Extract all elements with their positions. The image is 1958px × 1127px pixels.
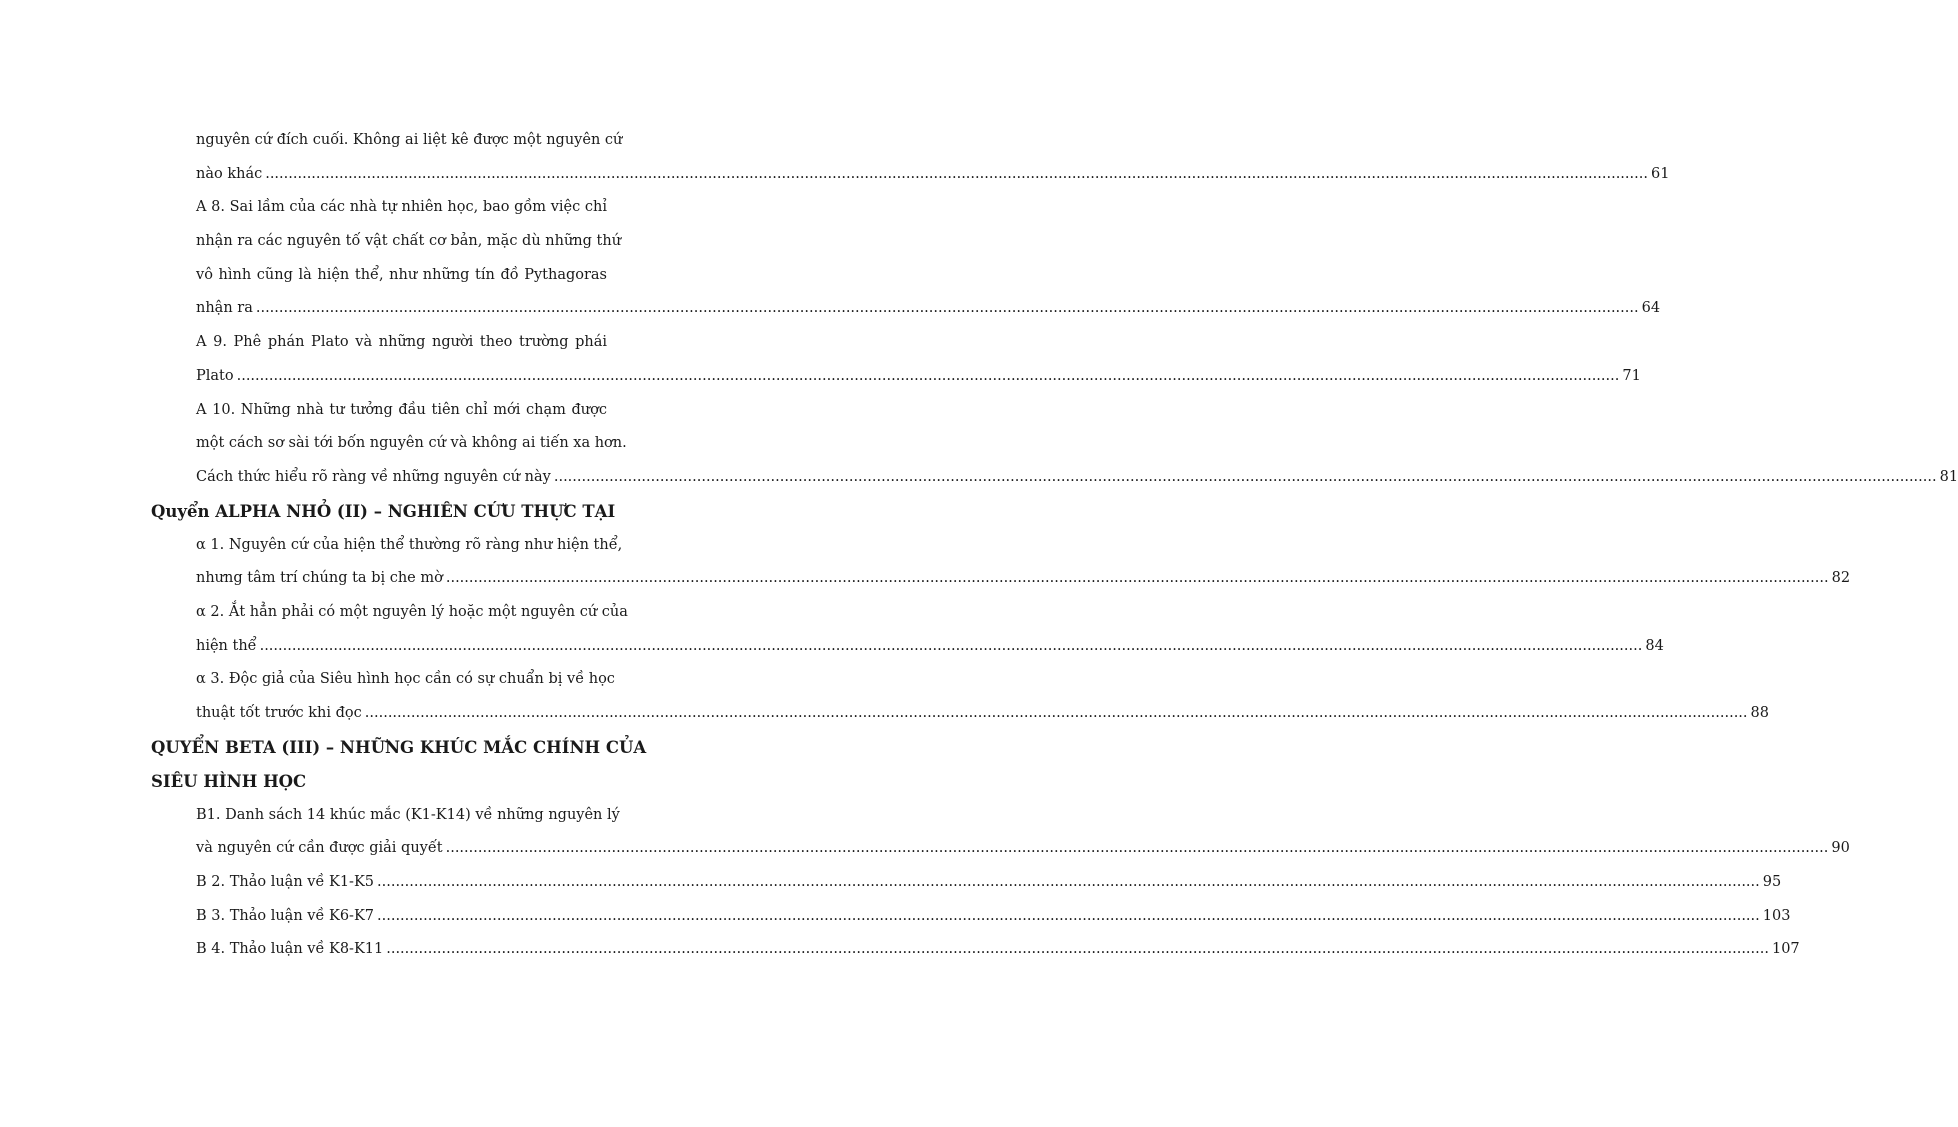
toc-entry[interactable] (196, 326, 1641, 393)
toc-entry[interactable] (196, 529, 1851, 596)
leader-dots: ............................................................................................................................................................................................................................................................................................................ (364, 705, 1748, 721)
page-number: 81 (1939, 468, 1958, 485)
page-number: 71 (1622, 367, 1641, 384)
toc-entry-title: Plato (196, 367, 234, 384)
leader-dots: ............................................................................................................................................................................................................................................................................................................ (265, 165, 1648, 182)
page-number: 64 (1641, 300, 1661, 317)
section-heading: QUYỂN BETA (III) – NHỮNG KHÚC MẮC CHÍNH CỦA (151, 737, 647, 757)
leader-dots: ............................................................................................................................................................................................................................................................................................................ (553, 468, 1937, 485)
toc-entry-title: B 2. Thảo luận về K1-K5 (196, 874, 375, 891)
page-number: 82 (1831, 570, 1851, 587)
toc-entry-last-line (196, 900, 1791, 934)
page-number: 103 (1762, 907, 1791, 924)
toc-entry-line: nhận ra các nguyên tố vật chất cơ bản, mặc dù những thứ (196, 233, 622, 250)
toc-entry-line: α 3. Độc giả của Siêu hình học cần có sự chuẩn bị về học (196, 671, 615, 688)
page-number: 61 (1650, 165, 1670, 182)
toc-entry[interactable] (196, 933, 1800, 967)
leader-dots: ............................................................................................................................................................................................................................................................................................................ (445, 840, 1829, 857)
toc-entry-line: A 8. Sai lầm của các nhà tự nhiên học, bao gồm việc chỉ (196, 199, 607, 216)
toc-entry[interactable] (196, 596, 1664, 663)
toc-entry-line: α 1. Nguyên cứ của hiện thể thường rõ ràng như hiện thể, (196, 536, 623, 553)
toc-entry-last-line (196, 832, 1850, 866)
toc-entry[interactable] (196, 124, 1670, 191)
toc-entry-title: hiện thể (196, 637, 257, 654)
page-number: 107 (1771, 941, 1800, 958)
toc-entry-last-line (196, 866, 1782, 900)
section-heading: Quyển ALPHA NHỎ (II) – NGHIÊN CỨU THỰC TẠI (151, 501, 616, 521)
toc-entry-title: nào khác (196, 165, 263, 182)
toc-entry-line: A 9. Phê phán Plato và những người theo trường phái (196, 334, 607, 351)
toc-entry-last-line (196, 461, 1958, 495)
leader-dots: ............................................................................................................................................................................................................................................................................................................ (236, 367, 1620, 384)
table-of-contents (0, 124, 1958, 967)
leader-dots: ............................................................................................................................................................................................................................................................................................................ (255, 300, 1639, 317)
toc-entry-last-line (196, 292, 1661, 326)
leader-dots: ............................................................................................................................................................................................................................................................................................................ (386, 941, 1769, 958)
toc-entry-last-line (196, 630, 1664, 664)
toc-entry-last-line (196, 933, 1800, 967)
toc-entry[interactable] (196, 394, 1958, 495)
toc-entry-last-line (196, 562, 1851, 596)
toc-entry-title: nhưng tâm trí chúng ta bị che mờ (196, 570, 443, 587)
toc-entry-last-line (196, 158, 1670, 192)
toc-entry-title: và nguyên cứ cần được giải quyết (196, 840, 443, 857)
page-number: 90 (1831, 840, 1850, 857)
toc-entry-title: Cách thức hiểu rõ ràng về những nguyên cứ này (196, 468, 551, 485)
toc-entry[interactable] (196, 900, 1791, 934)
leader-dots: ............................................................................................................................................................................................................................................................................................................ (377, 874, 1760, 891)
toc-entry[interactable] (196, 663, 1769, 730)
toc-entry-title: thuật tốt trước khi đọc (196, 705, 362, 721)
toc-entry-line: B1. Danh sách 14 khúc mắc (K1-K14) về những nguyên lý (196, 806, 620, 823)
page-number: 95 (1762, 874, 1782, 891)
toc-entry-last-line (196, 360, 1641, 394)
toc-entry-title: B 3. Thảo luận về K6-K7 (196, 907, 375, 924)
toc-entry[interactable] (196, 191, 1661, 326)
toc-entry[interactable] (196, 866, 1782, 900)
page-number: 84 (1645, 637, 1664, 654)
toc-entry-line: nguyên cứ đích cuối. Không ai liệt kê được một nguyên cứ (196, 132, 623, 148)
toc-entry-title: nhận ra (196, 300, 253, 317)
page-number: 88 (1750, 705, 1769, 721)
toc-entry-last-line (196, 697, 1769, 731)
leader-dots: ............................................................................................................................................................................................................................................................................................................ (445, 570, 1829, 587)
toc-entry-line: vô hình cũng là hiện thể, như những tín đồ Pythagoras (196, 266, 607, 283)
toc-entry-title: B 4. Thảo luận về K8-K11 (196, 941, 384, 958)
leader-dots: ............................................................................................................................................................................................................................................................................................................ (259, 637, 1643, 654)
section-heading: SIÊU HÌNH HỌC (151, 771, 307, 791)
leader-dots: ............................................................................................................................................................................................................................................................................................................ (377, 907, 1760, 924)
toc-entry[interactable] (196, 799, 1850, 866)
toc-entry-line: A 10. Những nhà tư tưởng đầu tiên chỉ mới chạm được (196, 401, 607, 418)
toc-entry-line: một cách sơ sài tới bốn nguyên cứ và không ai tiến xa hơn. (196, 435, 627, 452)
toc-entry-line: α 2. Ắt hẳn phải có một nguyên lý hoặc một nguyên cứ của (196, 603, 628, 620)
